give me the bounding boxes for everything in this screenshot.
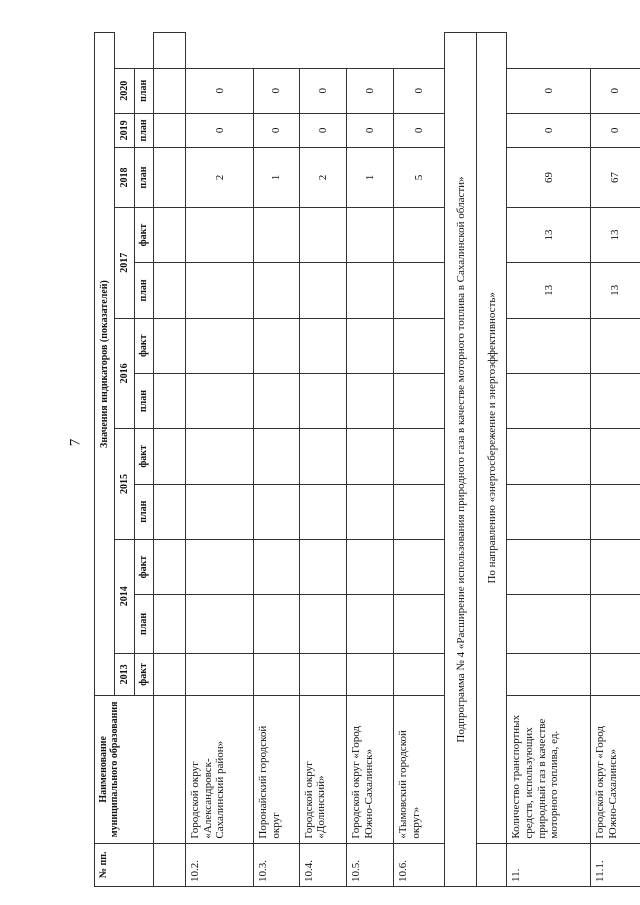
value-2020: 0 (299, 69, 347, 113)
indicator-table (94, 32, 640, 887)
row-name: Городской округ «Александровск-Сахалинский район» (186, 696, 254, 844)
row-name: «Тымовский городской округ» (394, 696, 445, 844)
page-number: 7 (67, 438, 84, 447)
value-2018: 2 (186, 148, 254, 208)
value-2020: 0 (347, 69, 394, 113)
table-row (590, 33, 640, 887)
table-row (153, 33, 185, 887)
header-fact: факт (135, 429, 154, 484)
header-fact: факт (135, 207, 154, 262)
header-year-2017: 2017 (115, 207, 135, 318)
value-2018: 67 (590, 148, 640, 208)
value-2018: 69 (507, 148, 590, 208)
header-year-2019: 2019 (115, 113, 135, 148)
header-year-2014: 2014 (115, 539, 135, 653)
row-num: 11. (507, 843, 590, 886)
row-name: Количество транспортных средств, использующих природный газ в качестве моторного топлива, ед. (507, 696, 590, 844)
row-num: 10.3. (253, 843, 299, 886)
row-num: 10.4. (299, 843, 347, 886)
subprogram-row (445, 33, 477, 887)
header-plan: план (135, 69, 154, 113)
value-2017-fact: 13 (507, 207, 590, 262)
table-row (299, 33, 347, 887)
value-2019: 0 (253, 113, 299, 148)
value-2019: 0 (394, 113, 445, 148)
row-num: 10.2. (186, 843, 254, 886)
value-2020: 0 (186, 69, 254, 113)
value-2020: 0 (507, 69, 590, 113)
value-2019: 0 (299, 113, 347, 148)
header-fact: факт (135, 539, 154, 594)
table-row (507, 33, 590, 887)
header-name: Наименование муниципального образования (95, 696, 154, 844)
header-year-2018: 2018 (115, 148, 135, 208)
row-name: Городской округ «Долинский» (299, 696, 347, 844)
value-2019: 0 (186, 113, 254, 148)
value-2019: 0 (590, 113, 640, 148)
header-plan: план (135, 595, 154, 654)
header-plan: план (135, 373, 154, 428)
value-2019: 0 (507, 113, 590, 148)
table-row (253, 33, 299, 887)
header-year-2020: 2020 (115, 69, 135, 113)
row-num: 10.5. (347, 843, 394, 886)
value-2019: 0 (347, 113, 394, 148)
value-2017-plan: 13 (507, 263, 590, 318)
value-2018: 1 (253, 148, 299, 208)
header-plan: план (135, 148, 154, 208)
header-year-2013: 2013 (115, 653, 135, 695)
value-2018: 2 (299, 148, 347, 208)
row-name: Поронайский городской округ (253, 696, 299, 844)
value-2020: 0 (590, 69, 640, 113)
row-name: Городской округ «Город Южно-Сахалинск» (590, 696, 640, 844)
table-row (347, 33, 394, 887)
value-2018: 5 (394, 148, 445, 208)
table-row (186, 33, 254, 887)
indicator-table-container (94, 32, 640, 887)
header-fact: факт (135, 318, 154, 373)
header-plan: план (135, 113, 154, 148)
header-group-title: Значения индикаторов (показателей) (95, 33, 115, 696)
row-num: 10.6. (394, 843, 445, 886)
value-2018: 1 (347, 148, 394, 208)
header-year-2015: 2015 (115, 429, 135, 540)
table-row (394, 33, 445, 887)
value-2020: 0 (253, 69, 299, 113)
row-num: 11.1. (590, 843, 640, 886)
direction-title: По направлению «энергосбережение и энергоэффективность» (477, 33, 507, 844)
header-year-2016: 2016 (115, 318, 135, 429)
header-plan: план (135, 484, 154, 539)
row-name: Городской округ «Город Южно-Сахалинск» (347, 696, 394, 844)
value-2017-plan: 13 (590, 263, 640, 318)
header-num: № пп. (95, 843, 154, 886)
value-2020: 0 (394, 69, 445, 113)
direction-row (477, 33, 507, 887)
header-fact: факт (135, 653, 154, 695)
header-plan: план (135, 263, 154, 318)
subprogram-title: Подпрограмма № 4 «Расширение использования природного газа в качестве моторного топлива в Сахалинской области» (445, 33, 477, 887)
value-2017-fact: 13 (590, 207, 640, 262)
